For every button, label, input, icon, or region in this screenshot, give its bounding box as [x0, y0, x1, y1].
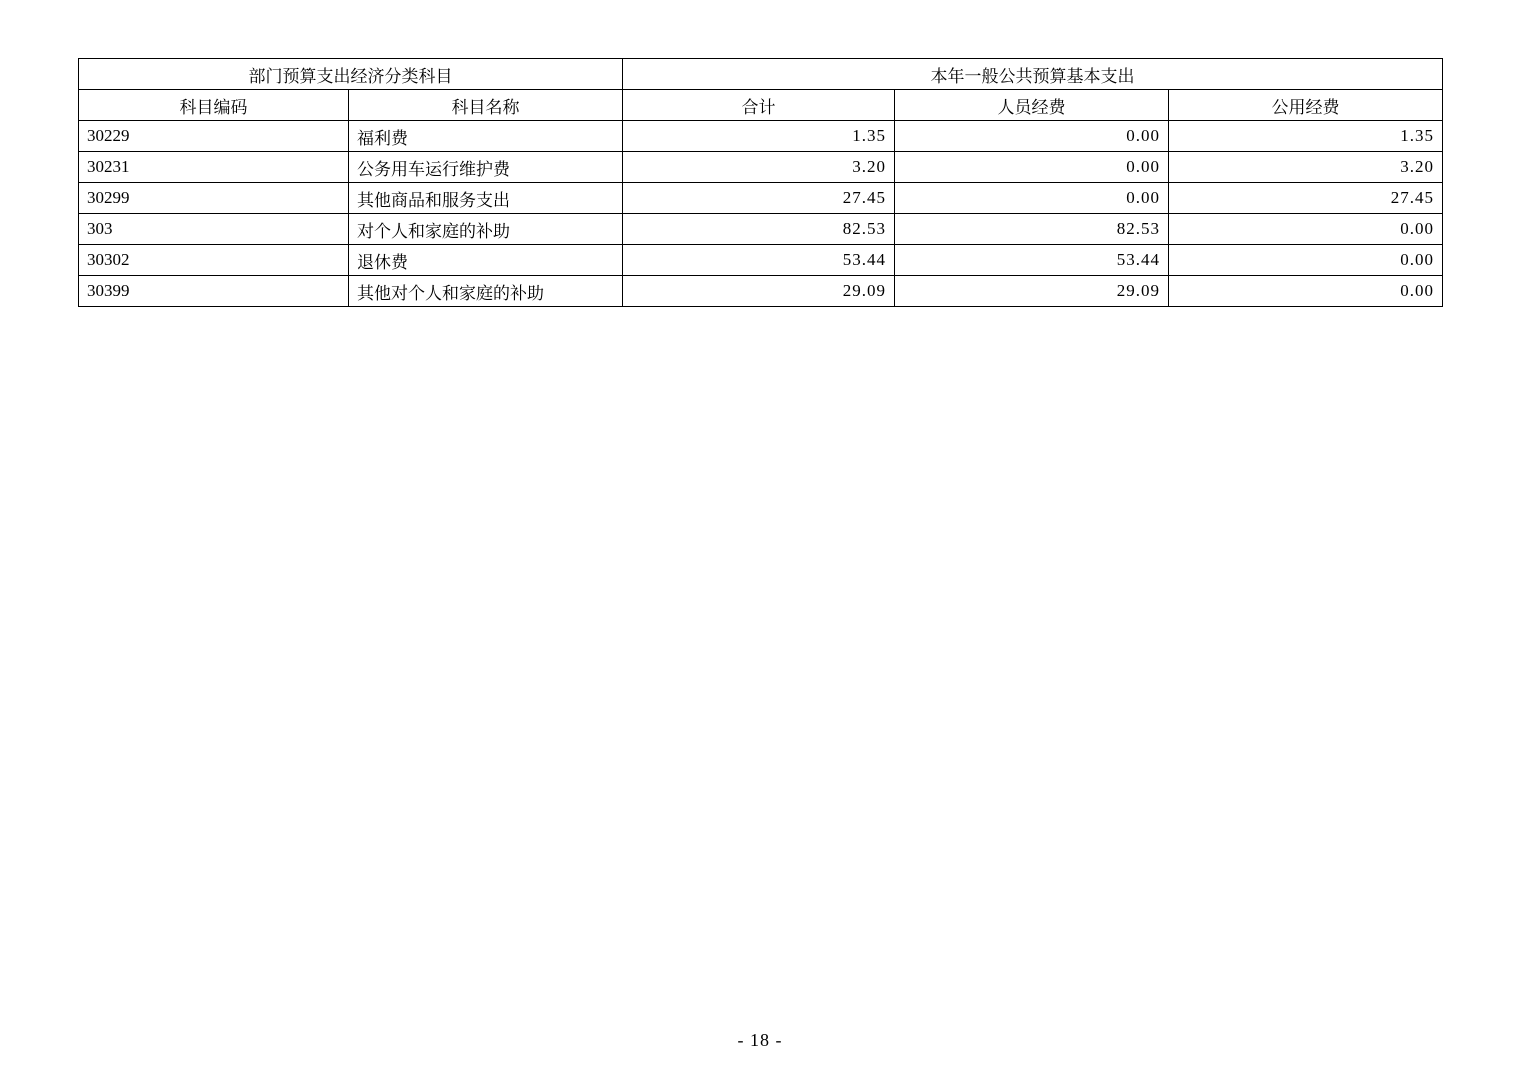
- table-row: [79, 183, 1443, 214]
- group-header-subject: 部门预算支出经济分类科目: [79, 59, 623, 90]
- table-row: [79, 276, 1443, 307]
- cell-code: 30299: [79, 183, 349, 214]
- cell-public-funds: 3.20: [1169, 152, 1443, 183]
- cell-staff-funds: 82.53: [895, 214, 1169, 245]
- cell-staff-funds: 0.00: [895, 183, 1169, 214]
- cell-total: 1.35: [623, 121, 895, 152]
- table-group-header-row: [79, 59, 1443, 90]
- group-header-basic-expenditure: 本年一般公共预算基本支出: [623, 59, 1443, 90]
- column-header-public-funds: 公用经费: [1169, 90, 1443, 121]
- cell-name: 公务用车运行维护费: [349, 152, 623, 183]
- cell-code: 30399: [79, 276, 349, 307]
- cell-staff-funds: 0.00: [895, 121, 1169, 152]
- cell-total: 29.09: [623, 276, 895, 307]
- cell-staff-funds: 0.00: [895, 152, 1169, 183]
- cell-public-funds: 27.45: [1169, 183, 1443, 214]
- cell-staff-funds: 29.09: [895, 276, 1169, 307]
- cell-code: 30229: [79, 121, 349, 152]
- page-number: - 18 -: [737, 1030, 783, 1050]
- column-header-name: 科目名称: [349, 90, 623, 121]
- column-header-staff-funds: 人员经费: [895, 90, 1169, 121]
- column-header-code: 科目编码: [79, 90, 349, 121]
- table-row: [79, 121, 1443, 152]
- cell-code: 30231: [79, 152, 349, 183]
- table-row: [79, 245, 1443, 276]
- cell-code: 303: [79, 214, 349, 245]
- cell-total: 82.53: [623, 214, 895, 245]
- cell-public-funds: 1.35: [1169, 121, 1443, 152]
- cell-code: 30302: [79, 245, 349, 276]
- table-row: [79, 152, 1443, 183]
- cell-name: 福利费: [349, 121, 623, 152]
- table-row: [79, 214, 1443, 245]
- cell-name: 对个人和家庭的补助: [349, 214, 623, 245]
- cell-total: 3.20: [623, 152, 895, 183]
- cell-name: 其他对个人和家庭的补助: [349, 276, 623, 307]
- column-header-total: 合计: [623, 90, 895, 121]
- cell-public-funds: 0.00: [1169, 245, 1443, 276]
- budget-expenditure-table: [78, 58, 1443, 307]
- cell-total: 27.45: [623, 183, 895, 214]
- table-column-header-row: [79, 90, 1443, 121]
- cell-public-funds: 0.00: [1169, 276, 1443, 307]
- cell-total: 53.44: [623, 245, 895, 276]
- cell-name: 其他商品和服务支出: [349, 183, 623, 214]
- cell-staff-funds: 53.44: [895, 245, 1169, 276]
- cell-public-funds: 0.00: [1169, 214, 1443, 245]
- cell-name: 退休费: [349, 245, 623, 276]
